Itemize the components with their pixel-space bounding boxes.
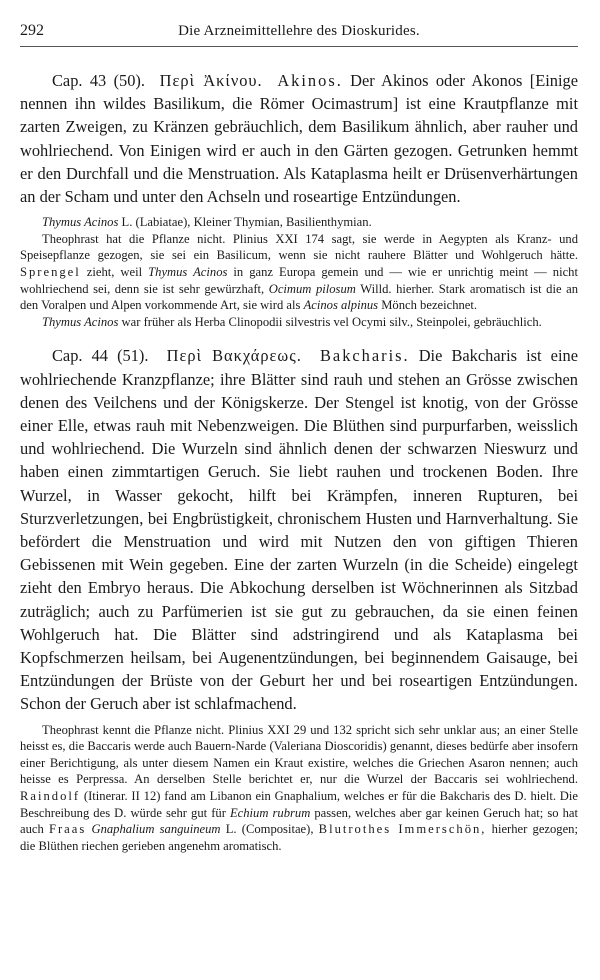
note-44-species-gnaphalium: Gnaphalium sanguineum xyxy=(91,822,221,837)
chapter-44-paragraph xyxy=(20,344,578,715)
note-43-usage-species: Thymus Acinos xyxy=(42,314,119,329)
note-43-species-thymus: Thymus Acinos xyxy=(148,265,228,279)
note-43-text-e: Mönch bezeichnet. xyxy=(381,298,478,313)
note-43-species: Thymus Acinos xyxy=(42,215,119,230)
page-number: 292 xyxy=(20,22,44,39)
note-44-species-echium: Echium rubrum xyxy=(229,805,311,820)
page-header xyxy=(20,22,578,47)
chapter-44-title: Bakcharis. xyxy=(319,346,410,366)
note-43-text-d: Willd. hierher. Stark aromatisch ist die an den Voralpen und Alpen vorkommende Art, sie wird als xyxy=(20,281,578,313)
note-43-text-b: zieht, weil xyxy=(86,265,143,279)
chapter-44-text: Die Bakcharis ist eine wohlriechende Kranzpflanze; ihre Blätter sind rauh und stehen an Grösse zwischen denen des Veilchens und der Königskerze. Der Stengel ist knotig, von der Grösse einer Elle, etwas rauh mit Nebenzweigen. Die Blüthen sind purpurfarben, weisslich und wohlriechend. Die Wurzeln sind ähnlich denen der schwarzen Nieswurz und haben einen zimmtartigen Geruch. Sie liebt rauhen und trockenen Boden. Ihre Wurzel, in Wasser gekocht, hilft bei Krämpfen, inneren Rupturen, bei Sturzverletzungen, bei Engbrüstigkeit, chronischem Husten und Harnverhaltung. Sie befördert die Menstruation und wird mit Nutzen den von giftigen Thieren Gebissenen mit Wein gegeben. Eine der zarten Wurzeln (in die Scheide) eingelegt zieht den Embryo heraus. Die Abkochung derselben ist Wöchnerinnen als Sitzbad zuträglich; auch zu Parfümerien ist sie gut zu gebrauchen, da sie einen feinen Wohlgeruch hat. Die Blätter sind adstringirend und als Kataplasma bei Kopfschmerzen heilsam, bei Augenentzündungen, bei beginnendem Gaisauge, bei Entzündungen der Brüste von der Geburt her und bei roseartigen Entzündungen. Schon der Geruch aber ist schlafmachend. xyxy=(20,346,578,714)
note-43-commentary xyxy=(20,231,578,314)
note-44-commentary xyxy=(20,722,578,855)
note-44-author-fraas: Fraas xyxy=(48,822,87,837)
chapter-44-greek-title: Περὶ Βακχάρεως. xyxy=(166,346,302,366)
note-43-species-ocimum: Ocimum pilosum xyxy=(268,281,356,296)
chapter-43-greek-title: Περὶ Ἀκίνου. xyxy=(159,71,263,90)
note-44-text-d: L. (Compositae), xyxy=(225,822,314,837)
chapter-43-paragraph xyxy=(20,69,578,208)
note-44-text-c: passen, welches aber gar keinen Geruch hat; so hat auch xyxy=(20,805,579,837)
note-43-text-c: in ganz Europa gemein und — wie er unrichtig meint — nicht wohlriechend sei, denn sie ist sehr gewürzhaft, xyxy=(20,265,578,296)
note-43-identification xyxy=(20,214,578,231)
note-43-identification-text: L. (Labiatae), Kleiner Thymian, Basilienthymian. xyxy=(121,215,372,230)
note-43-species-acinos: Acinos alpinus xyxy=(303,298,379,313)
note-43-text-a: Theophrast hat die Pflanze nicht. Plinius XXI 174 sagt, sie werde in Aegypten als Kranz- und Speisepflanze gezogen, sie sei ein Basilicum, wenn sie nicht rauhere Blätter und Wohlgeruch hätte. xyxy=(20,231,578,263)
chapter-43-label: Cap. 43 (50). xyxy=(52,71,145,90)
chapter-43-text: Der Akinos oder Akonos [Einige nennen ihn wildes Basilikum, die Römer Ocimastrum] ist eine Krautpflanze mit zarten Zweigen, zu Kränzen gebräuchlich, dem Basilikum ähnlich, aber rauher und wohlriechend. Von Einigen wird er auch in den Gärten gezogen. Getrunken hemmt er den Durchfall und die Menstruation. Als Kataplasma heilt er Drüsenverhärtungen an der Scham und unter den Achseln und roseartige Entzündungen. xyxy=(20,71,578,207)
note-44-text-b: (Itinerar. II 12) fand am Libanon ein Gnaphalium, welches er für die Bakcharis des D. hielt. Die Beschreibung des D. würde sehr gut für xyxy=(20,789,578,820)
note-43-usage-text: war früher als Herba Clinopodii silvestris vel Ocymi silv., Steinpolei, gebräuchlich. xyxy=(121,314,542,329)
note-44-text-e: hierher gezogen; die Blüthen riechen gerieben angenehm aromatisch. xyxy=(20,822,578,853)
chapter-44-label: Cap. 44 (51). xyxy=(52,346,149,366)
note-44-common-name: Blutrothes Immerschön, xyxy=(318,822,487,837)
note-43-author-sprengel: Sprengel xyxy=(20,265,81,279)
note-44-text-a: Theophrast kennt die Pflanze nicht. Plinius XXI 29 und 132 spricht sich sehr unklar aus; an einer Stelle heisst es, die Baccaris werde auch Bauern-Narde (Valeriana Dioscoridis) genannt, dieses bedürfe aber insofern einer Berichtigung, als unter diesem Namen ein Kraut existire, welches die Griechen Asaron nennen; auch heisse es Perpressa. An derselben Stelle berichtet er, nur die Wurzel der Baccaris sei wohlriechend. xyxy=(20,722,578,787)
chapter-43-title: Akinos. xyxy=(277,71,343,90)
running-head: Die Arzneimittellehre des Dioskurides. xyxy=(178,23,420,39)
note-44-author-raindolf: Raindolf xyxy=(20,789,81,803)
note-43-usage xyxy=(20,314,578,331)
